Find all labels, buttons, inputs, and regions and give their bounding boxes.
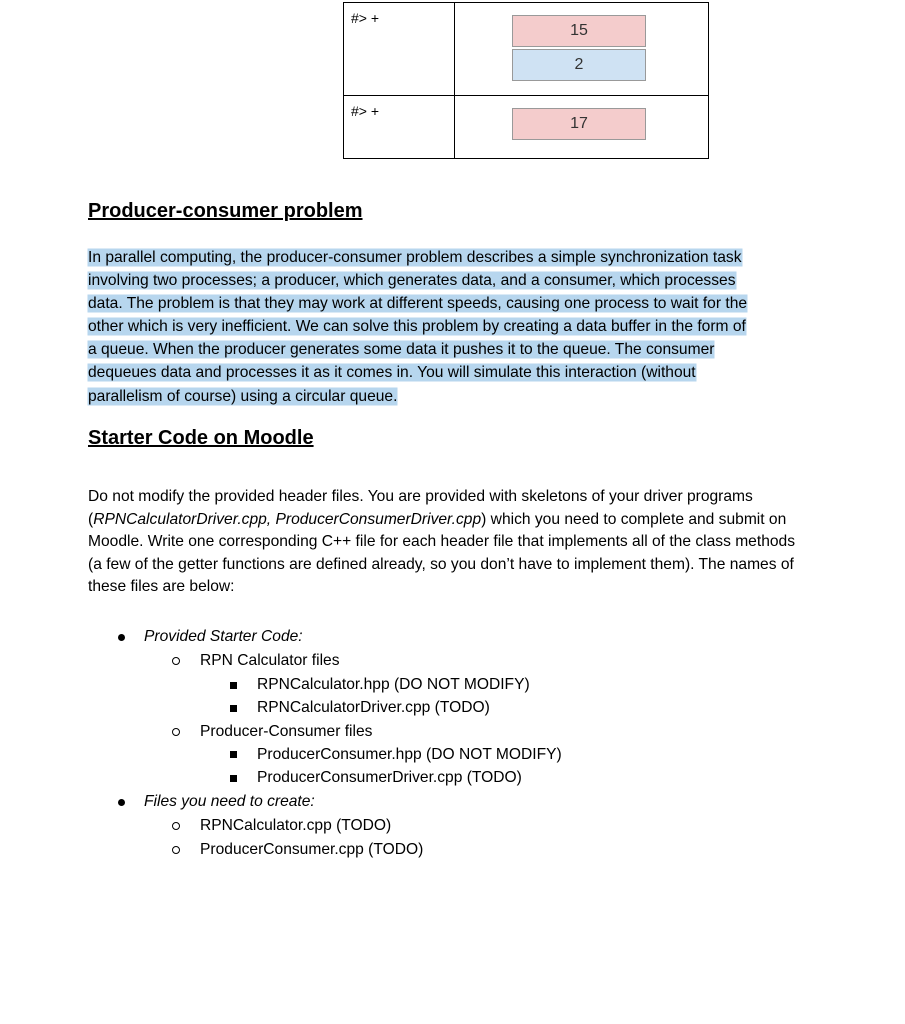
paragraph-italic: RPNCalculatorDriver.cpp, ProducerConsumerDriver.cpp <box>93 510 482 528</box>
list-item: Files you need to create: <box>144 793 315 810</box>
list-item: Provided Starter Code: <box>144 628 303 645</box>
list-item: RPNCalculator.hpp (DO NOT MODIFY) <box>257 676 530 693</box>
bullet-circle <box>172 728 180 736</box>
bullet-circle <box>172 846 180 854</box>
stack-cell <box>455 3 709 96</box>
text-line: In parallel computing, the producer-consumer problem describes a simple synchronization task <box>88 249 742 266</box>
text-line: parallelism of course) using a circular queue. <box>88 387 398 405</box>
list-item: Producer-Consumer files <box>200 723 373 740</box>
command-cell <box>344 3 455 96</box>
table-row <box>344 3 709 96</box>
bullet-dot <box>118 799 125 806</box>
command-text: #> + <box>351 10 380 26</box>
list-item: RPNCalculatorDriver.cpp (TODO) <box>257 699 490 716</box>
rpn-stack-table <box>343 2 709 159</box>
list-item: ProducerConsumerDriver.cpp (TODO) <box>257 769 522 786</box>
bullet-circle <box>172 657 180 665</box>
stack-item: 17 <box>512 108 646 140</box>
bullet-dot <box>118 634 125 641</box>
highlighted-paragraph <box>88 246 828 408</box>
text-line: involving two processes; a producer, which generates data, and a consumer, which processes <box>88 272 736 290</box>
paragraph-text: ) which you need to complete and submit on Moodle. Write one corresponding C++ file for each header file that implements all of the class methods (a few of the getter functions are defined already, so you don’t have to implement them). The names of these files are below: <box>88 510 796 596</box>
paragraph <box>88 486 808 599</box>
command-text: #> + <box>351 103 380 119</box>
stack-item: 15 <box>512 15 646 47</box>
section-heading: Starter Code on Moodle <box>88 427 314 449</box>
bullet-square <box>230 775 237 782</box>
list-item: RPN Calculator files <box>200 652 340 669</box>
stack-item: 2 <box>512 49 646 81</box>
paragraph-text: Do not modify the provided header files. You are provided with skeletons of your driver programs ( <box>88 488 753 528</box>
section-heading: Producer-consumer problem <box>88 200 363 222</box>
text-line: dequeues data and processes it as it comes in. You will simulate this interaction (without <box>88 364 696 382</box>
text-line: other which is very inefficient. We can solve this problem by creating a data buffer in the form of <box>88 318 746 336</box>
bullet-square <box>230 705 237 712</box>
table-row <box>344 96 709 159</box>
bullet-square <box>230 682 237 689</box>
bullet-circle <box>172 822 180 830</box>
list-item: RPNCalculator.cpp (TODO) <box>200 817 392 834</box>
list-item: ProducerConsumer.cpp (TODO) <box>200 841 424 858</box>
text-line: a queue. When the producer generates some data it pushes it to the queue. The consumer <box>88 341 715 359</box>
bullet-square <box>230 751 237 758</box>
stack-cell <box>455 96 709 159</box>
text-line: data. The problem is that they may work at different speeds, causing one process to wait for the <box>88 295 748 313</box>
command-cell <box>344 96 455 159</box>
list-item: ProducerConsumer.hpp (DO NOT MODIFY) <box>257 746 562 763</box>
